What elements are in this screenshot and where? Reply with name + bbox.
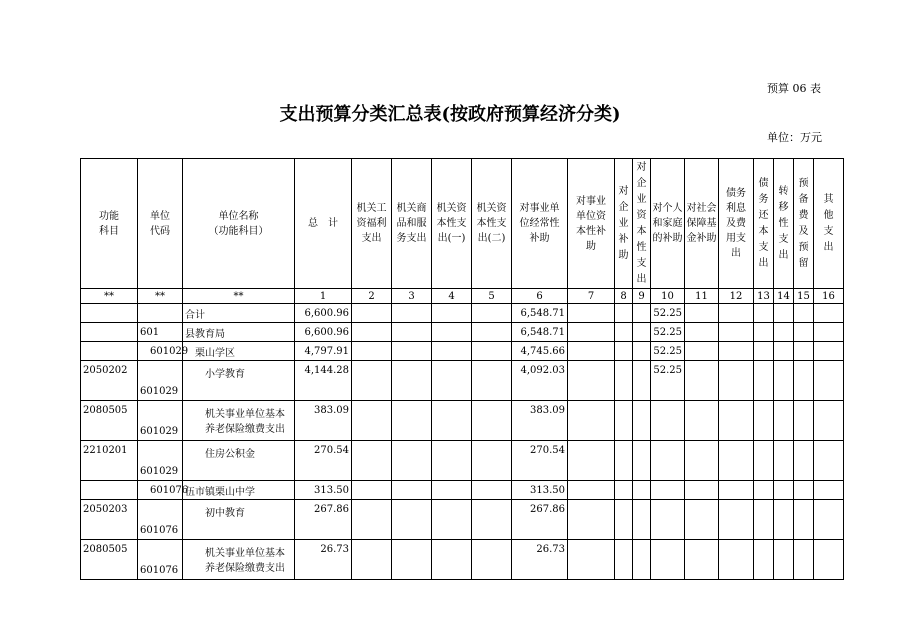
index-cell: 10 — [651, 289, 685, 304]
cell-amount — [633, 481, 651, 500]
cell-amount — [814, 342, 844, 361]
cell-amount — [472, 481, 512, 500]
cell-amount — [774, 481, 794, 500]
cell-amount — [719, 323, 754, 342]
cell-amount — [774, 361, 794, 401]
cell-amount — [754, 361, 774, 401]
index-row — [81, 289, 844, 304]
cell-amount: 6,600.96 — [295, 304, 352, 323]
cell-amount — [719, 304, 754, 323]
cell-func-code: 2080505 — [81, 540, 138, 580]
cell-amount — [814, 361, 844, 401]
cell-amount — [794, 304, 814, 323]
cell-amount — [774, 441, 794, 481]
index-cell: 3 — [392, 289, 432, 304]
cell-amount — [719, 500, 754, 540]
cell-amount — [432, 342, 472, 361]
cell-amount — [685, 342, 719, 361]
cell-amount — [392, 304, 432, 323]
cell-amount — [719, 441, 754, 481]
cell-unit-code: 601029 — [138, 361, 183, 401]
cell-unit-name: 小学教育 — [183, 361, 295, 401]
cell-amount — [754, 342, 774, 361]
cell-unit-code: 601029 — [138, 441, 183, 481]
cell-amount — [472, 441, 512, 481]
cell-amount: 383.09 — [295, 401, 352, 441]
index-cell: ** — [138, 289, 183, 304]
index-cell: ** — [81, 289, 138, 304]
cell-amount — [432, 441, 472, 481]
cell-amount — [719, 361, 754, 401]
cell-amount — [432, 361, 472, 401]
cell-amount — [814, 500, 844, 540]
cell-amount — [754, 441, 774, 481]
table-row — [81, 500, 844, 540]
cell-amount — [615, 304, 633, 323]
table-row — [81, 441, 844, 481]
header-c13: 债 务 还 本 支 出 — [754, 159, 774, 289]
header-c4: 机关资 本性支 出(一) — [432, 159, 472, 289]
cell-unit-code: 601 — [138, 323, 183, 342]
cell-amount — [754, 481, 774, 500]
cell-amount — [392, 500, 432, 540]
header-c7: 对事业 单位资 本性补 助 — [568, 159, 615, 289]
page-title: 支出预算分类汇总表(按政府预算经济分类) — [279, 104, 621, 125]
cell-unit-name: 栗山学区 — [183, 342, 295, 361]
cell-amount — [472, 342, 512, 361]
cell-amount — [472, 304, 512, 323]
cell-amount: 6,548.71 — [512, 304, 568, 323]
cell-amount — [774, 540, 794, 580]
cell-amount — [719, 481, 754, 500]
cell-amount: 4,797.91 — [295, 342, 352, 361]
cell-amount — [754, 323, 774, 342]
header-c6: 对事业单 位经常性 补助 — [512, 159, 568, 289]
cell-amount — [814, 323, 844, 342]
header-c12: 债务 利息 及费 用支 出 — [719, 159, 754, 289]
header-total: 总 计 — [295, 159, 352, 289]
cell-func-code: 2210201 — [81, 441, 138, 481]
cell-unit-name: 伍市镇栗山中学 — [183, 481, 295, 500]
index-cell: 8 — [615, 289, 633, 304]
cell-amount: 52.25 — [651, 361, 685, 401]
cell-amount — [432, 481, 472, 500]
cell-unit-code: 601029 — [138, 401, 183, 441]
cell-amount — [633, 441, 651, 481]
cell-func-code: 2050202 — [81, 361, 138, 401]
cell-amount — [615, 441, 633, 481]
cell-amount: 26.73 — [512, 540, 568, 580]
cell-amount — [685, 540, 719, 580]
cell-amount — [633, 540, 651, 580]
cell-unit-name: 机关事业单位基本养老保险缴费支出 — [183, 401, 295, 441]
cell-amount: 6,548.71 — [512, 323, 568, 342]
cell-amount — [615, 323, 633, 342]
index-cell: 16 — [814, 289, 844, 304]
cell-amount — [352, 361, 392, 401]
table-row — [81, 323, 844, 342]
cell-amount — [774, 323, 794, 342]
header-c14: 转 移 性 支 出 — [774, 159, 794, 289]
cell-func-code: 2080505 — [81, 401, 138, 441]
cell-amount — [685, 361, 719, 401]
cell-amount — [794, 342, 814, 361]
header-c15: 预 备 费 及 预 留 — [794, 159, 814, 289]
cell-amount — [432, 401, 472, 441]
cell-amount — [794, 481, 814, 500]
table-row — [81, 361, 844, 401]
cell-amount: 313.50 — [512, 481, 568, 500]
index-cell: 13 — [754, 289, 774, 304]
cell-amount — [352, 401, 392, 441]
cell-amount — [615, 540, 633, 580]
index-cell: 4 — [432, 289, 472, 304]
cell-amount — [774, 342, 794, 361]
cell-amount — [633, 500, 651, 540]
cell-amount: 267.86 — [295, 500, 352, 540]
header-c3: 机关商 品和服 务支出 — [392, 159, 432, 289]
cell-amount — [568, 500, 615, 540]
cell-amount — [568, 441, 615, 481]
header-c11: 对社会 保障基 金补助 — [685, 159, 719, 289]
index-cell: 7 — [568, 289, 615, 304]
cell-amount — [615, 481, 633, 500]
header-c5: 机关资 本性支 出(二) — [472, 159, 512, 289]
table-row — [81, 304, 844, 323]
cell-amount — [392, 441, 432, 481]
cell-amount: 4,144.28 — [295, 361, 352, 401]
cell-amount — [754, 500, 774, 540]
budget-table — [80, 158, 844, 580]
cell-unit-code: 601076 — [138, 500, 183, 540]
cell-func-code — [81, 481, 138, 500]
unit-label: 单位：万元 — [767, 131, 822, 144]
cell-amount — [352, 323, 392, 342]
cell-amount — [774, 401, 794, 441]
cell-amount — [719, 401, 754, 441]
cell-amount — [352, 441, 392, 481]
table-row — [81, 540, 844, 580]
cell-amount — [568, 481, 615, 500]
cell-amount — [633, 342, 651, 361]
header-c16: 其 他 支 出 — [814, 159, 844, 289]
cell-unit-name: 住房公积金 — [183, 441, 295, 481]
cell-amount — [774, 304, 794, 323]
cell-amount — [719, 540, 754, 580]
cell-amount — [472, 361, 512, 401]
cell-amount — [794, 441, 814, 481]
cell-amount: 6,600.96 — [295, 323, 352, 342]
cell-func-code — [81, 304, 138, 323]
cell-amount — [754, 540, 774, 580]
index-cell: 15 — [794, 289, 814, 304]
cell-amount — [685, 441, 719, 481]
cell-amount — [472, 540, 512, 580]
cell-amount — [568, 361, 615, 401]
cell-amount — [774, 500, 794, 540]
cell-unit-name: 合计 — [183, 304, 295, 323]
cell-unit-code: 601029 — [138, 342, 183, 361]
cell-amount — [814, 441, 844, 481]
cell-amount: 267.86 — [512, 500, 568, 540]
table-row — [81, 481, 844, 500]
cell-amount — [392, 401, 432, 441]
cell-amount — [352, 304, 392, 323]
cell-amount — [794, 361, 814, 401]
cell-amount — [568, 323, 615, 342]
cell-amount — [352, 342, 392, 361]
cell-amount — [794, 323, 814, 342]
header-code: 单位 代码 — [138, 159, 183, 289]
cell-amount: 270.54 — [512, 441, 568, 481]
document-number: 预算 06 表 — [767, 82, 821, 95]
index-cell: ** — [183, 289, 295, 304]
cell-unit-code — [138, 304, 183, 323]
cell-amount — [392, 342, 432, 361]
cell-amount — [633, 323, 651, 342]
cell-amount — [754, 304, 774, 323]
cell-unit-code: 601076 — [138, 481, 183, 500]
cell-amount — [685, 500, 719, 540]
header-c9: 对 企 业 资 本 性 支 出 — [633, 159, 651, 289]
cell-unit-name: 县教育局 — [183, 323, 295, 342]
cell-amount — [651, 481, 685, 500]
cell-amount — [432, 500, 472, 540]
index-cell: 5 — [472, 289, 512, 304]
cell-amount — [615, 342, 633, 361]
cell-amount — [633, 361, 651, 401]
cell-amount: 270.54 — [295, 441, 352, 481]
cell-amount — [814, 401, 844, 441]
cell-amount — [685, 323, 719, 342]
cell-amount — [814, 481, 844, 500]
cell-amount: 4,745.66 — [512, 342, 568, 361]
header-c2: 机关工 资福利 支出 — [352, 159, 392, 289]
index-cell: 9 — [633, 289, 651, 304]
cell-amount — [568, 342, 615, 361]
cell-amount — [794, 401, 814, 441]
cell-amount — [794, 500, 814, 540]
cell-amount — [352, 540, 392, 580]
cell-amount: 52.25 — [651, 342, 685, 361]
cell-amount: 52.25 — [651, 304, 685, 323]
cell-amount — [392, 361, 432, 401]
header-c8: 对 企 业 补 助 — [615, 159, 633, 289]
index-cell: 11 — [685, 289, 719, 304]
cell-amount: 4,092.03 — [512, 361, 568, 401]
cell-amount — [615, 401, 633, 441]
cell-amount — [615, 361, 633, 401]
cell-amount: 383.09 — [512, 401, 568, 441]
cell-unit-name: 机关事业单位基本养老保险缴费支出 — [183, 540, 295, 580]
cell-amount — [352, 481, 392, 500]
cell-unit-name: 初中教育 — [183, 500, 295, 540]
cell-amount — [472, 500, 512, 540]
index-cell: 1 — [295, 289, 352, 304]
index-cell: 14 — [774, 289, 794, 304]
cell-amount — [568, 304, 615, 323]
cell-amount: 52.25 — [651, 323, 685, 342]
cell-amount — [568, 401, 615, 441]
index-cell: 6 — [512, 289, 568, 304]
header-row — [81, 159, 844, 289]
table-body — [81, 304, 844, 580]
cell-amount — [651, 500, 685, 540]
cell-amount: 26.73 — [295, 540, 352, 580]
cell-amount — [392, 540, 432, 580]
cell-amount — [685, 401, 719, 441]
cell-func-code — [81, 342, 138, 361]
index-cell: 2 — [352, 289, 392, 304]
header-c10: 对个人 和家庭 的补助 — [651, 159, 685, 289]
cell-amount — [754, 401, 774, 441]
cell-amount — [651, 540, 685, 580]
table-row — [81, 401, 844, 441]
cell-amount — [352, 500, 392, 540]
cell-func-code — [81, 323, 138, 342]
cell-amount — [432, 540, 472, 580]
cell-amount — [568, 540, 615, 580]
header-name: 单位名称 （功能科目） — [183, 159, 295, 289]
cell-amount — [651, 401, 685, 441]
cell-amount — [472, 401, 512, 441]
cell-amount — [392, 323, 432, 342]
cell-amount — [392, 481, 432, 500]
cell-amount — [794, 540, 814, 580]
cell-amount — [719, 342, 754, 361]
index-cell: 12 — [719, 289, 754, 304]
header-func: 功能 科目 — [81, 159, 138, 289]
cell-amount — [814, 540, 844, 580]
cell-amount — [472, 323, 512, 342]
cell-amount — [432, 323, 472, 342]
cell-amount — [615, 500, 633, 540]
cell-amount — [633, 401, 651, 441]
cell-amount — [814, 304, 844, 323]
cell-func-code: 2050203 — [81, 500, 138, 540]
cell-amount — [685, 481, 719, 500]
cell-amount — [651, 441, 685, 481]
cell-amount — [633, 304, 651, 323]
cell-amount: 313.50 — [295, 481, 352, 500]
cell-amount — [685, 304, 719, 323]
cell-unit-code: 601076 — [138, 540, 183, 580]
table-row — [81, 342, 844, 361]
cell-amount — [432, 304, 472, 323]
